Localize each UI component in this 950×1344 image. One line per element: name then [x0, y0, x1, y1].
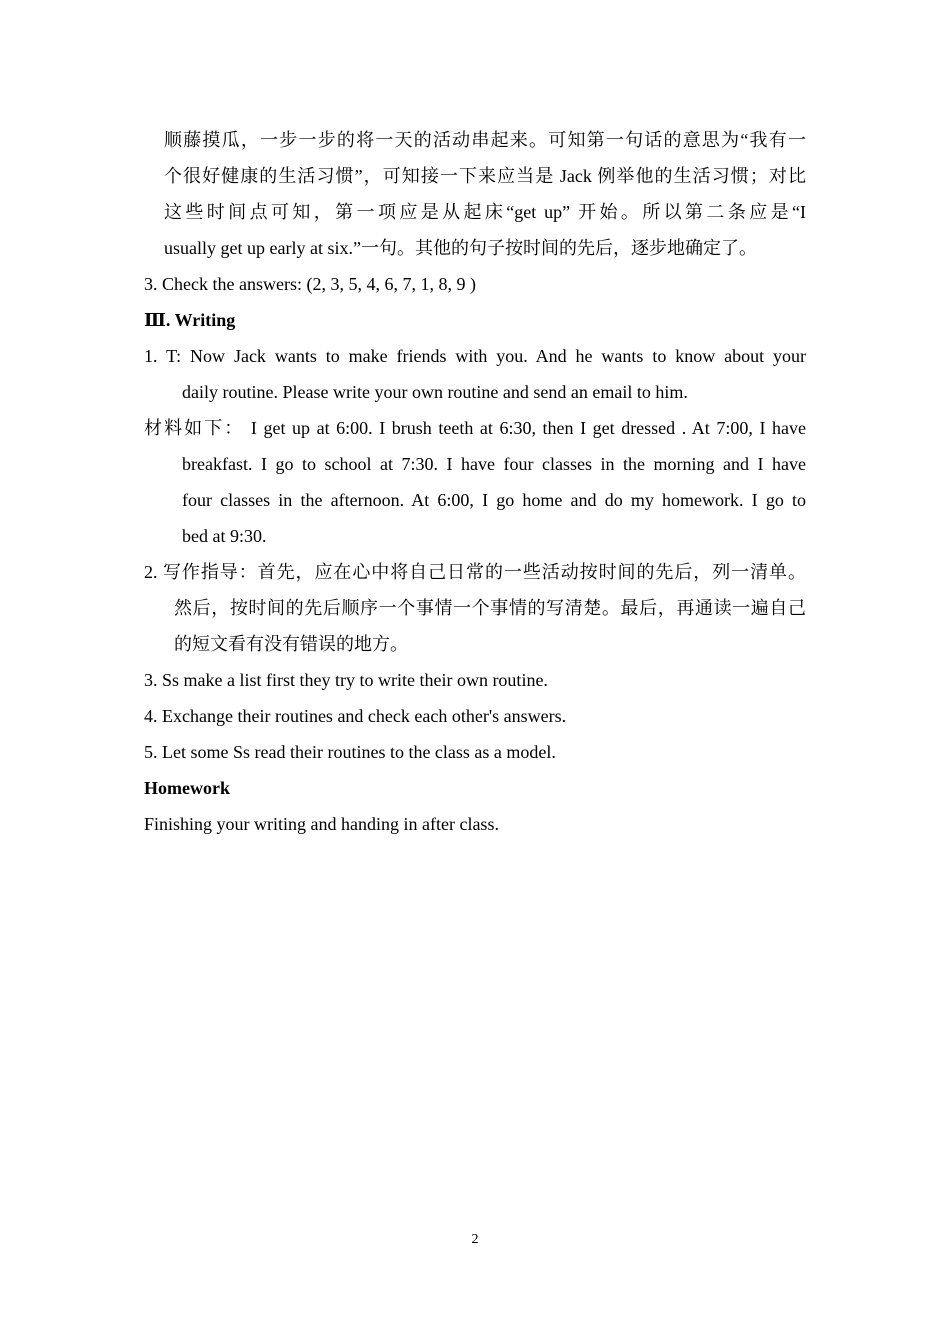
explanation-line: 顺藤摸瓜，一步一步的将一天的活动串起来。可知第一句话的意思为“我有一: [164, 130, 806, 150]
material-line: breakfast. I go to school at 7:30. I have four classes in the morning and I have: [182, 454, 806, 474]
item-line: 2. 写作指导：首先，应在心中将自己日常的一些活动按时间的先后，列一清单。: [144, 562, 806, 582]
writing-item-4: 4. Exchange their routines and check each other's answers.: [144, 706, 567, 726]
item-line: daily routine. Please write your own routine and send an email to him.: [182, 382, 688, 402]
item-line: 1. T: Now Jack wants to make friends with you. And he wants to know about your: [144, 346, 806, 366]
writing-item-1: [144, 338, 806, 410]
page-content: [144, 122, 806, 842]
page-number: 2: [471, 1232, 479, 1247]
check-answers-line: 3. Check the answers: (2, 3, 5, 4, 6, 7, 1, 8, 9 ): [144, 274, 476, 294]
explanation-line: usually get up early at six.”一句。其他的句子按时间的先后，逐步地确定了。: [164, 238, 757, 258]
explanation-paragraph: [144, 122, 806, 266]
explanation-line: 个很好健康的生活习惯”，可知接一下来应当是 Jack 例举他的生活习惯；对比: [164, 166, 806, 186]
explanation-line: 这些时间点可知，第一项应是从起床“get up” 开始。所以第二条应是“I: [164, 202, 806, 222]
writing-item-3: 3. Ss make a list first they try to write their own routine.: [144, 670, 548, 690]
material-line: four classes in the afternoon. At 6:00, I go home and do my homework. I go to: [182, 490, 806, 510]
writing-item-5: 5. Let some Ss read their routines to the class as a model.: [144, 742, 556, 762]
item-line: 然后，按时间的先后顺序一个事情一个事情的写清楚。最后，再通读一遍自己: [174, 598, 806, 618]
homework-text: Finishing your writing and handing in after class.: [144, 814, 499, 834]
section-heading-writing: [144, 302, 806, 338]
material-paragraph: [144, 410, 806, 554]
section-numeral: Ⅲ.: [144, 310, 171, 330]
item-line: 的短文看有没有错误的地方。: [174, 634, 408, 654]
writing-item-2: [144, 554, 806, 662]
homework-heading: Homework: [144, 778, 230, 798]
material-line: 材料如下： I get up at 6:00. I brush teeth at 6:30, then I get dressed . At 7:00, I have: [144, 418, 806, 438]
material-line: bed at 9:30.: [182, 526, 267, 546]
section-title: Writing: [174, 310, 236, 330]
